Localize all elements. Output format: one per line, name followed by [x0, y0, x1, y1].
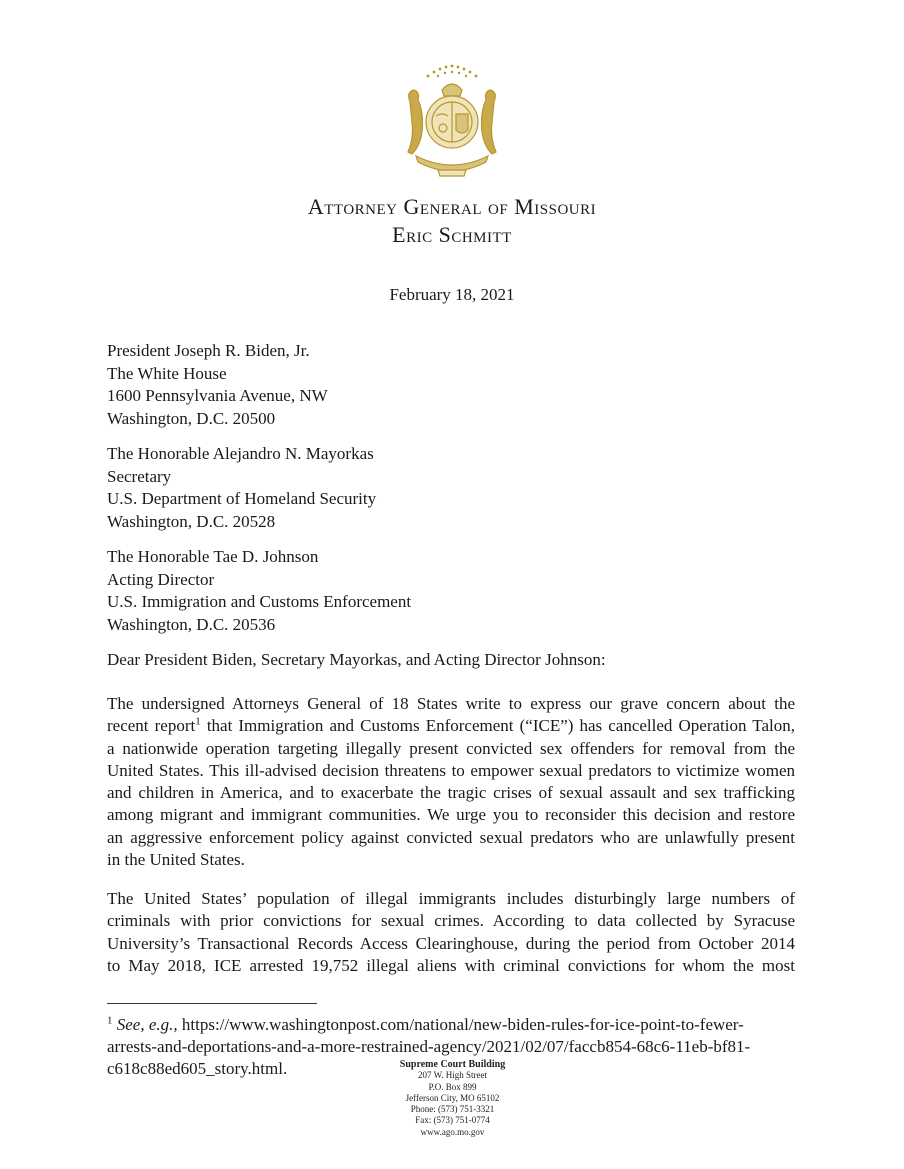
recipient-line: The White House: [107, 363, 227, 383]
paragraph-line: in the United States.: [107, 850, 245, 870]
recipient-line: President Joseph R. Biden, Jr.: [107, 341, 310, 360]
attorney-general-name: Eric Schmitt: [392, 222, 512, 247]
office-fax: Fax: (573) 751-0774: [415, 1115, 490, 1126]
letter-date: February 18, 2021: [389, 285, 515, 304]
paragraph-line: The United States’ population of illegal immigrants includes disturbingly large numbers of: [107, 889, 795, 908]
recipient-address-block: [107, 340, 328, 430]
office-title: Attorney General of Missouri: [307, 194, 597, 219]
paragraph-line: United States. This ill-advised decision threatens to empower sexual predators to victimize women: [107, 760, 795, 780]
paragraph-line: The undersigned Attorneys General of 18 States write to express our grave concern about the: [107, 694, 795, 713]
line-text: that Immigration and Customs Enforcement (“ICE”) has cancelled Operation Talon,: [200, 716, 795, 736]
recipient-address-block: [107, 546, 411, 636]
footnote-divider: [107, 1003, 317, 1004]
office-street: 207 W. High Street: [418, 1070, 487, 1081]
footnote-line[interactable]: arrests-and-deportations-and-a-more-restrained-agency/2021/02/07/faccb854-68c6-11eb-bf81-: [107, 1037, 751, 1056]
missouri-state-seal-icon: [398, 62, 506, 180]
recipient-line: Washington, D.C. 20500: [107, 408, 276, 428]
office-city: Jefferson City, MO 65102: [405, 1092, 500, 1103]
paragraph-line: among migrant and immigrant communities. We urge you to reconsider this decision and restore: [107, 805, 795, 825]
footnote-line[interactable]: c618c88ed605_story.html.: [107, 1059, 288, 1078]
body-paragraph: [107, 693, 795, 871]
footnote-marker: 1: [195, 715, 201, 728]
recipient-line: U.S. Department of Homeland Security: [107, 489, 377, 508]
paragraph-line: criminals with prior convictions for sexual crimes. According to data collected by Syracuse: [107, 911, 795, 931]
salutation: Dear President Biden, Secretary Mayorkas, and Acting Director Johnson:: [107, 650, 606, 669]
footnote-line: [107, 1014, 750, 1036]
office-phone: Phone: (573) 751-3321: [410, 1104, 495, 1115]
paragraph-line: University’s Transactional Records Access Clearinghouse, during the period from October 2014: [107, 933, 795, 953]
recipient-line: Washington, D.C. 20528: [107, 511, 276, 531]
recipient-line: Acting Director: [107, 569, 215, 589]
line-text: recent report: [107, 716, 196, 736]
office-website[interactable]: www.ago.mo.gov: [420, 1126, 485, 1137]
office-building: Supreme Court Building: [399, 1059, 506, 1070]
recipient-line: 1600 Pennsylvania Avenue, NW: [107, 386, 328, 405]
footnote-number: 1: [107, 1014, 113, 1027]
recipient-line: Secretary: [107, 466, 172, 486]
office-address: [330, 1059, 575, 1138]
recipient-line: The Honorable Tae D. Johnson: [107, 547, 319, 566]
footnote-citation-signal: See, e.g.,: [116, 1015, 178, 1034]
paragraph-line: a nationwide operation targeting illegally present convicted sex offenders for removal from the: [107, 738, 795, 758]
recipient-address-block: [107, 443, 376, 533]
footnote-url-part[interactable]: https://www.washingtonpost.com/national/new-biden-rules-for-ice-point-to-fewer-: [177, 1015, 744, 1034]
paragraph-line: and children in America, and to exacerbate the tragic crises of sexual assault and sex trafficking: [107, 783, 795, 803]
recipient-line: Washington, D.C. 20536: [107, 614, 276, 634]
recipient-line: The Honorable Alejandro N. Mayorkas: [107, 444, 374, 463]
paragraph-line: [107, 715, 795, 737]
paragraph-line: an aggressive enforcement policy against convicted sexual predators who are unlawfully present: [107, 827, 795, 847]
body-paragraph: [107, 888, 795, 977]
paragraph-line: to May 2018, ICE arrested 19,752 illegal aliens with criminal convictions for whom the most: [107, 955, 795, 975]
recipient-line: U.S. Immigration and Customs Enforcement: [107, 592, 412, 611]
office-po-box: P.O. Box 899: [428, 1081, 477, 1092]
